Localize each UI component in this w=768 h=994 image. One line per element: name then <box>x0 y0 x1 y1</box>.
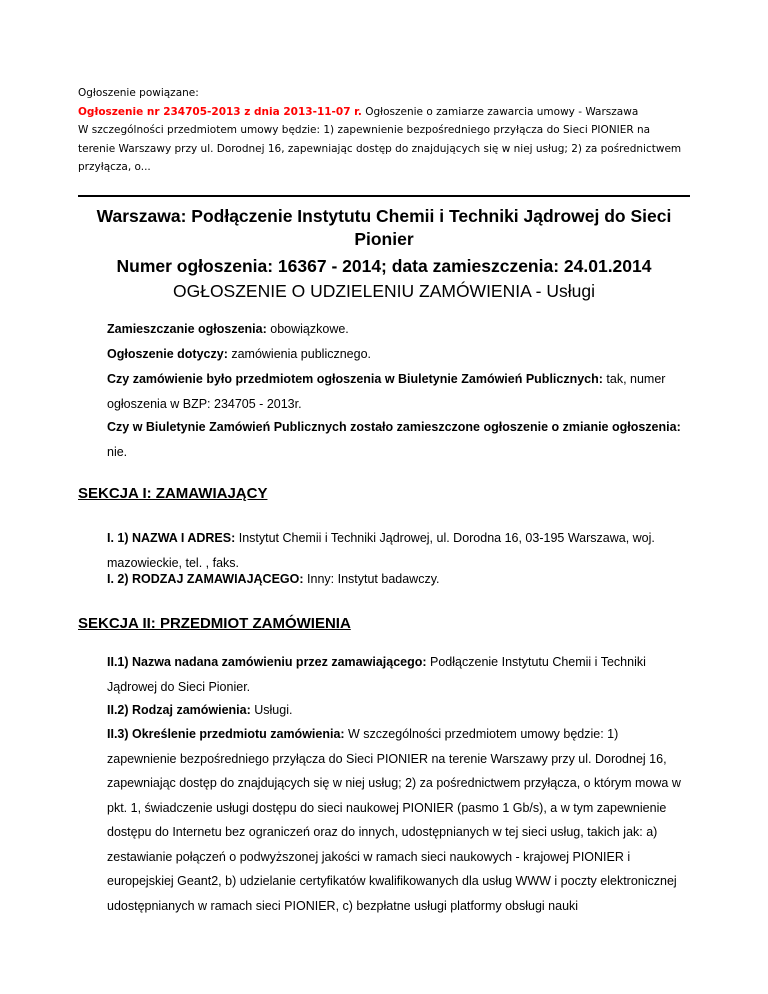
field-value: W szczególności przedmiotem umowy będzie: 1) zapewnienie bezpośredniego przyłącza do Sieci PIONIER na terenie Warszawy przy ul. Dorodnej 16, zapewniając dostęp do znajdujących się w niej usług; 2) za pośrednictwem przyłącza, o którym mowa w pkt. 1, świadczenie usługi dostępu do sieci naukowej PIONIER (pasmo 1 Gb/s), a w tym zapewnienie dostępu do Internetu bez ograniczeń oraz do innych, udostępnianych w tej sieci usług, takich jak: a) zestawianie połączeń o podwyższonej jakości w ramach sieci naukowych - krajowej PIONIER i europejskiej Geant2, b) udzielanie certyfikatów kwalifikowanych dla usług WWW i poczty elektronicznej udostępnianych w ramach sieci PIONIER, c) bezpłatne usługi platformy obsługi nauki <box>107 727 681 913</box>
notice-title-block <box>78 205 690 303</box>
field-label: Czy zamówienie było przedmiotem ogłoszenia w Biuletynie Zamówień Publicznych: <box>107 372 603 386</box>
notice-number: Numer ogłoszenia: 16367 - 2014; data zamieszczenia: 24.01.2014 <box>116 256 652 276</box>
intro-change <box>107 415 685 464</box>
field-label: Czy w Biuletynie Zamówień Publicznych zostało zamieszczone ogłoszenie o zmianie ogłoszenia: <box>107 420 681 434</box>
section-1-type <box>107 567 685 592</box>
intro-placement <box>107 317 685 342</box>
field-value: nie. <box>107 444 128 459</box>
field-value: obowiązkowe. <box>266 322 349 336</box>
page-title: Warszawa: Podłączenie Instytutu Chemii i Techniki Jądrowej do Sieci Pionier <box>96 206 672 249</box>
field-value: tak, numer ogłoszenia w BZP: 234705 - 2013r. <box>107 372 666 411</box>
related-notice-link-rest: Ogłoszenie o zamiarze zawarcia umowy - Warszawa <box>361 105 639 118</box>
section-2-subject <box>107 722 685 918</box>
section-2-heading: SEKCJA II: PRZEDMIOT ZAMÓWIENIA <box>78 615 351 632</box>
horizontal-divider <box>78 195 690 197</box>
intro-bzp <box>107 367 685 416</box>
field-label: Zamieszczanie ogłoszenia: <box>107 322 267 336</box>
field-value: zamówienia publicznego. <box>227 347 371 361</box>
field-value: Instytut Chemii i Techniki Jądrowej, ul. Dorodna 16, 03-195 Warszawa, woj. mazowieckie, tel. , faks. <box>107 531 655 570</box>
field-label: I. 1) NAZWA I ADRES: <box>107 531 236 545</box>
field-label: I. 2) RODZAJ ZAMAWIAJĄCEGO: <box>107 572 304 586</box>
related-body: W szczególności przedmiotem umowy będzie: 1) zapewnienie bezpośredniego przyłącza do Sieci PIONIER na terenie Warszawy przy ul. Dorodnej 16, zapewniając dostęp do znajdujących się w niej usług; 2) za pośrednictwem przyłącza, o... <box>78 124 682 173</box>
section-1-heading: SEKCJA I: ZAMAWIAJĄCY <box>78 485 268 502</box>
field-value: Podłączenie Instytutu Chemii i Techniki Jądrowej do Sieci Pionier. <box>107 655 646 694</box>
field-value: Inny: Instytut badawczy. <box>303 572 440 586</box>
notice-type: OGŁOSZENIE O UDZIELENIU ZAMÓWIENIA - Usługi <box>172 281 595 301</box>
related-notice-link[interactable]: Ogłoszenie nr 234705-2013 z dnia 2013-11-07 r. <box>78 105 362 118</box>
field-label: II.2) Rodzaj zamówienia: <box>107 703 251 717</box>
intro-concerns <box>107 342 685 367</box>
related-heading: Ogłoszenie powiązane: <box>78 87 199 99</box>
field-value: Usługi. <box>250 703 293 717</box>
related-notice <box>78 84 690 177</box>
field-label: II.1) Nazwa nadana zamówieniu przez zamawiającego: <box>107 655 427 669</box>
section-2-name <box>107 650 685 699</box>
related-link-line <box>78 103 690 122</box>
field-label: II.3) Określenie przedmiotu zamówienia: <box>107 727 345 741</box>
field-label: Ogłoszenie dotyczy: <box>107 347 228 361</box>
section-2-kind <box>107 698 685 723</box>
